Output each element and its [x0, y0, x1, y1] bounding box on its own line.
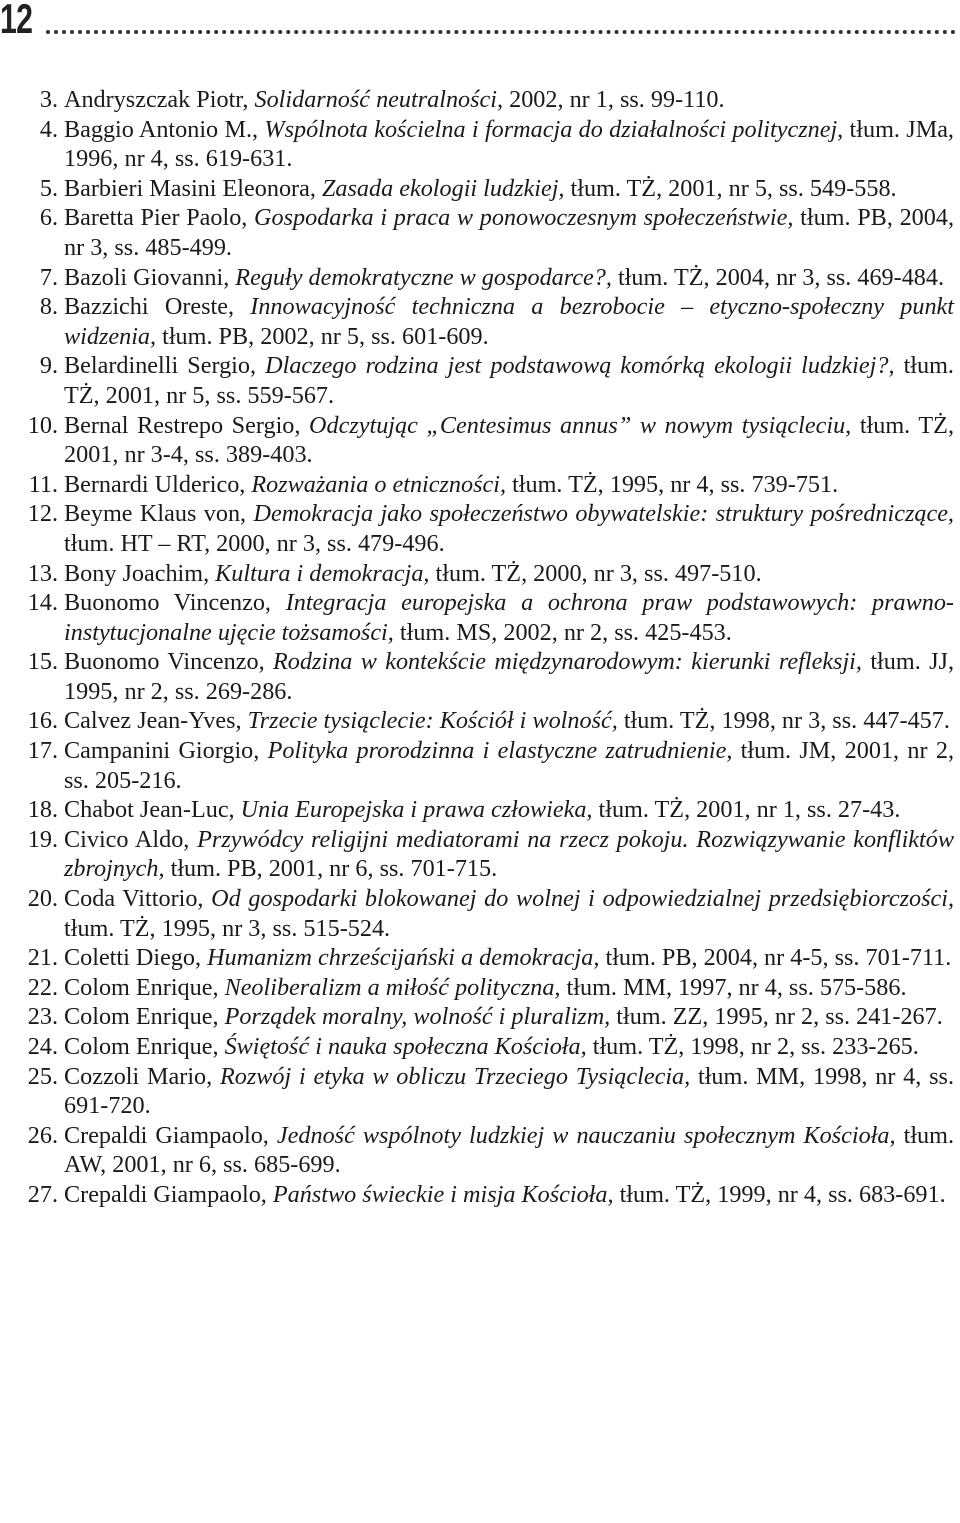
- entry-details: tłum. AW, 2001, nr 6, ss. 685-699.: [64, 1121, 954, 1179]
- entry-author: Chabot Jean-Luc,: [64, 796, 241, 824]
- entry-author: Baggio Antonio M.,: [64, 115, 265, 143]
- bibliography-entry: [12, 1032, 954, 1062]
- entry-number: 17.: [27, 737, 58, 765]
- bibliography-entry: [12, 588, 954, 647]
- bibliography-entry: [12, 351, 954, 410]
- bibliography-entry: [12, 943, 954, 973]
- entry-title: Rozważania o etniczności,: [251, 470, 507, 498]
- entry-title: Zasada ekologii ludzkiej,: [321, 174, 565, 202]
- bibliography-entry: [12, 973, 954, 1003]
- entry-details: tłum. TŻ, 2001, nr 5, ss. 549-558.: [564, 174, 897, 202]
- entry-title: Polityka prorodzinna i elastyczne zatrudnienie,: [267, 737, 733, 765]
- entry-details: tłum. TŻ, 2001, nr 3-4, ss. 389-403.: [64, 411, 954, 469]
- entry-author: Bazoli Giovanni,: [64, 263, 236, 291]
- bibliography-entry: [12, 115, 954, 174]
- entry-title: Humanizm chrześcijański a demokracja,: [207, 944, 600, 972]
- entry-number: 15.: [27, 648, 58, 676]
- bibliography-entry: [12, 292, 954, 351]
- entry-details: tłum. PB, 2004, nr 3, ss. 485-499.: [64, 204, 954, 261]
- entry-title: Innowacyjność techniczna a bezrobocie – etyczno-społeczny punkt widzenia,: [64, 293, 954, 350]
- entry-title: Neoliberalizm a miłość polityczna,: [224, 973, 561, 1001]
- entry-title: Solidarność neutralności,: [254, 86, 504, 113]
- entry-number: 25.: [27, 1062, 58, 1090]
- entry-number: 20.: [27, 885, 58, 913]
- entry-title: Odczytując „Centesimus annus” w nowym tysiącleciu,: [309, 411, 852, 439]
- entry-number: 7.: [39, 263, 58, 291]
- entry-number: 13.: [27, 559, 58, 587]
- bibliography-entry: [12, 706, 954, 736]
- entry-author: Coda Vittorio,: [64, 885, 212, 913]
- entry-title: Rozwój i etyka w obliczu Trzeciego Tysiąclecia,: [219, 1062, 691, 1090]
- entry-author: Colom Enrique,: [64, 1003, 225, 1031]
- entry-details: tłum. TŻ, 1999, nr 4, ss. 683-691.: [613, 1180, 946, 1208]
- entry-title: Porządek moralny, wolność i pluralizm,: [224, 1003, 611, 1031]
- entry-number: 26.: [27, 1121, 58, 1149]
- entry-details: 2002, nr 1, ss. 99-110.: [503, 86, 725, 113]
- entry-author: Andryszczak Piotr,: [64, 86, 255, 113]
- bibliography-entry: [12, 1121, 954, 1180]
- page-header: [0, 0, 960, 46]
- entry-details: tłum. TŻ, 1995, nr 3, ss. 515-524.: [64, 914, 391, 942]
- entry-details: tłum. MM, 1998, nr 4, ss. 691-720.: [64, 1062, 954, 1120]
- entry-number: 3.: [39, 86, 58, 113]
- bibliography-entry: [12, 825, 954, 884]
- entry-title: Integracja europejska a ochrona praw podstawowych: prawno-instytucjonalne ujęcie tożsamości,: [64, 589, 954, 646]
- bibliography-entry: [12, 499, 954, 558]
- entry-number: 22.: [27, 973, 58, 1001]
- entry-title: Unia Europejska i prawa człowieka,: [240, 796, 593, 824]
- entry-author: Bernardi Ulderico,: [64, 470, 252, 498]
- bibliography-entry: [12, 263, 954, 293]
- entry-details: tłum. TŻ, 1998, nr 3, ss. 447-457.: [617, 707, 950, 735]
- entry-number: 19.: [27, 825, 58, 853]
- page-number: 12: [0, 0, 33, 42]
- entry-author: Colom Enrique,: [64, 1033, 225, 1060]
- entry-author: Bony Joachim,: [64, 559, 216, 587]
- bibliography-entry: [12, 1002, 954, 1032]
- entry-details: tłum. TŻ, 1998, nr 2, ss. 233-265.: [586, 1033, 919, 1060]
- entry-number: 10.: [27, 411, 58, 439]
- entry-number: 11.: [28, 470, 58, 498]
- bibliography-entry: [12, 1062, 954, 1121]
- entry-author: Bazzichi Oreste,: [64, 293, 251, 321]
- entry-details: tłum. ZZ, 1995, nr 2, ss. 241-267.: [610, 1003, 943, 1031]
- entry-title: Dlaczego rodzina jest podstawową komórką ekologii ludzkiej?,: [265, 352, 895, 380]
- entry-number: 8.: [39, 293, 58, 321]
- entry-title: Gospodarka i praca w ponowoczesnym społeczeństwie,: [254, 204, 794, 232]
- entry-author: Buonomo Vincenzo,: [64, 648, 274, 676]
- bibliography-entry: [12, 1180, 954, 1210]
- entry-details: tłum. HT – RT, 2000, nr 3, ss. 479-496.: [64, 529, 445, 557]
- entry-title: Kultura i demokracja,: [215, 559, 430, 587]
- entry-author: Crepaldi Giampaolo,: [64, 1121, 277, 1149]
- entry-number: 4.: [39, 115, 58, 143]
- entry-details: tłum. MS, 2002, nr 2, ss. 425-453.: [393, 618, 732, 646]
- entry-title: Demokracja jako społeczeństwo obywatelskie: struktury pośredniczące,: [253, 500, 954, 528]
- entry-title: Reguły demokratyczne w gospodarce?,: [235, 263, 612, 291]
- entry-title: Państwo świeckie i misja Kościoła,: [272, 1180, 614, 1208]
- entry-number: 18.: [27, 796, 58, 824]
- entry-number: 14.: [27, 589, 58, 617]
- entry-title: Jedność wspólnoty ludzkiej w nauczaniu społecznym Kościoła,: [276, 1121, 896, 1149]
- entry-author: Bernal Restrepo Sergio,: [64, 411, 310, 439]
- entry-details: tłum. TŻ, 1995, nr 4, ss. 739-751.: [506, 470, 839, 498]
- entry-author: Calvez Jean-Yves,: [64, 707, 248, 735]
- entry-author: Campanini Giorgio,: [64, 737, 268, 765]
- entry-author: Civico Aldo,: [64, 825, 198, 853]
- entry-details: tłum. PB, 2002, nr 5, ss. 601-609.: [156, 322, 489, 350]
- entry-title: Trzecie tysiąclecie: Kościół i wolność,: [247, 707, 618, 735]
- entry-author: Coletti Diego,: [64, 944, 208, 972]
- bibliography-entry: [12, 85, 954, 115]
- bibliography-entry: [12, 174, 954, 204]
- entry-title: Od gospodarki blokowanej do wolnej i odpowiedzialnej przedsiębiorczości,: [211, 885, 954, 913]
- bibliography-entry: [12, 411, 954, 470]
- entry-number: 16.: [27, 707, 58, 735]
- entry-number: 9.: [39, 352, 58, 380]
- bibliography-entry: [12, 736, 954, 795]
- bibliography-entry: [12, 647, 954, 706]
- entry-number: 5.: [39, 174, 58, 202]
- entry-title: Przywódcy religijni mediatorami na rzecz pokoju. Rozwiązywanie konfliktów zbrojnych,: [64, 825, 954, 883]
- entry-details: tłum. TŻ, 2001, nr 1, ss. 27-43.: [592, 796, 901, 824]
- entry-details: tłum. TŻ, 2000, nr 3, ss. 497-510.: [429, 559, 762, 587]
- entry-author: Buonomo Vincenzo,: [64, 589, 286, 617]
- entry-author: Colom Enrique,: [64, 973, 225, 1001]
- entry-details: tłum. JJ, 1995, nr 2, ss. 269-286.: [64, 648, 954, 705]
- entry-details: tłum. TŻ, 2004, nr 3, ss. 469-484.: [611, 263, 945, 291]
- bibliography-entry: [12, 884, 954, 943]
- entry-details: tłum. TŻ, 2001, nr 5, ss. 559-567.: [64, 352, 954, 409]
- entry-author: Baretta Pier Paolo,: [64, 204, 255, 232]
- entry-details: tłum. PB, 2004, nr 4-5, ss. 701-711.: [599, 944, 952, 972]
- entry-title: Rodzina w kontekście międzynarodowym: kierunki refleksji,: [273, 648, 862, 676]
- entry-author: Belardinelli Sergio,: [64, 352, 266, 380]
- entry-number: 23.: [27, 1003, 58, 1031]
- entry-author: Cozzoli Mario,: [64, 1062, 220, 1090]
- bibliography-entry: [12, 203, 954, 262]
- entry-author: Crepaldi Giampaolo,: [64, 1180, 273, 1208]
- bibliography-entry: [12, 795, 954, 825]
- entry-number: 24.: [27, 1033, 58, 1060]
- entry-number: 12.: [27, 500, 58, 528]
- entry-title: Świętość i nauka społeczna Kościoła,: [224, 1033, 587, 1060]
- bibliography-entry: [12, 559, 954, 589]
- entry-number: 27.: [27, 1180, 58, 1208]
- entry-number: 21.: [27, 944, 58, 972]
- entry-author: Barbieri Masini Eleonora,: [64, 174, 322, 202]
- entry-details: tłum. PB, 2001, nr 6, ss. 701-715.: [164, 855, 498, 883]
- entry-details: tłum. JM, 2001, nr 2, ss. 205-216.: [64, 737, 954, 794]
- dotted-leader: [46, 30, 956, 34]
- entry-details: tłum. JMa, 1996, nr 4, ss. 619-631.: [64, 115, 954, 173]
- bibliography-list: [12, 85, 954, 1210]
- entry-number: 6.: [39, 204, 58, 232]
- entry-author: Beyme Klaus von,: [64, 500, 254, 528]
- bibliography-entry: [12, 470, 954, 500]
- entry-title: Wspólnota kościelna i formacja do działalności politycznej,: [264, 115, 844, 143]
- entry-details: tłum. MM, 1997, nr 4, ss. 575-586.: [560, 973, 907, 1001]
